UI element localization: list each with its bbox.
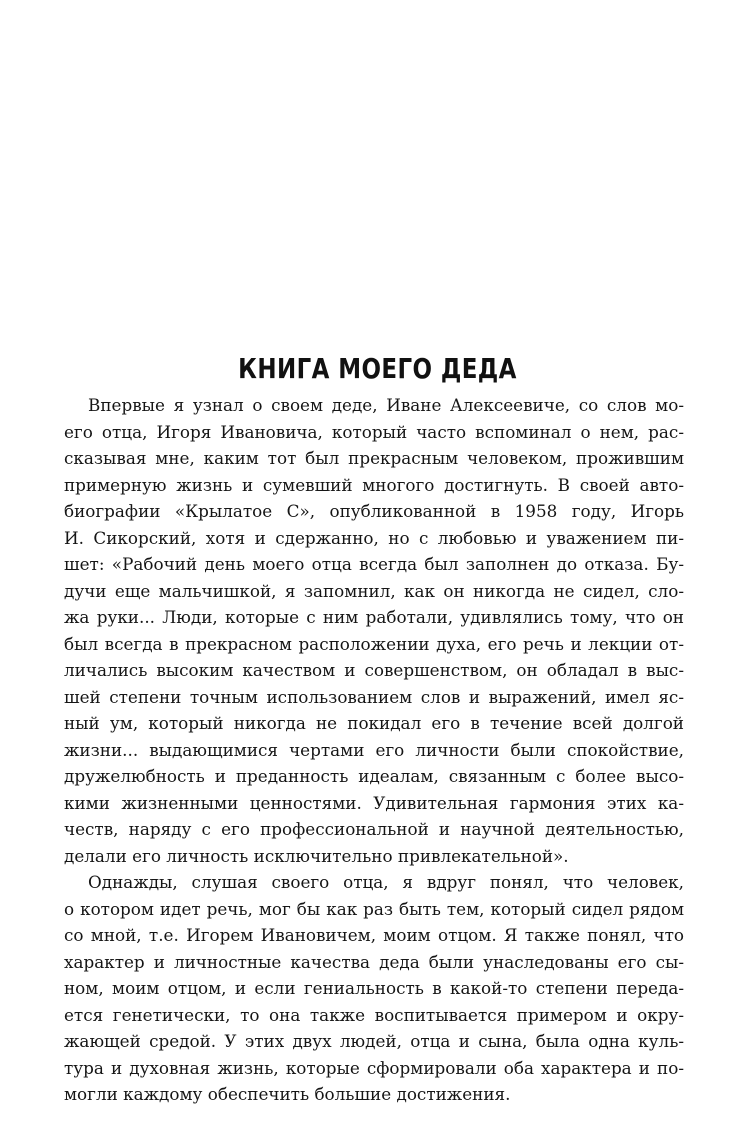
text-line-6: И. Сикорский, хотя и сдержанно, но с любовью и уважением пи- bbox=[64, 527, 684, 548]
text-line-15: дружелюбность и преданность идеалам, связанным с более высо- bbox=[64, 766, 684, 786]
text-line-4: примерную жизнь и сумевший многого достигнуть. В своей авто- bbox=[64, 474, 684, 495]
text-line-10: был всегда в прекрасном расположении духа, его речь и лекции от- bbox=[64, 633, 684, 654]
text-line-21: со мной, т.е. Игорем Ивановичем, моим отцом. Я также понял, что bbox=[64, 925, 684, 945]
text-line-2: его отца, Игоря Ивановича, который часто вспоминал о нем, рас- bbox=[64, 421, 684, 442]
text-line-11: личались высоким качеством и совершенством, он обладал в выс- bbox=[64, 660, 684, 680]
body-text bbox=[64, 392, 684, 1108]
text-line-9: жа руки... Люди, которые с ним работали, удивлялись тому, что он bbox=[64, 607, 684, 627]
text-line-25: жающей средой. У этих двух людей, отца и сына, была одна куль- bbox=[64, 1031, 684, 1051]
text-line-24: ется генетически, то она также воспитывается примером и окру- bbox=[64, 1004, 684, 1025]
text-line-3: сказывая мне, каким тот был прекрасным человеком, прожившим bbox=[64, 448, 684, 468]
text-line-14: жизни... выдающимися чертами его личности были спокойствие, bbox=[64, 739, 684, 760]
text-line-17: честв, наряду с его профессиональной и научной деятельностью, bbox=[64, 819, 684, 839]
text-line-18: делали его личность исключительно привлекательной». bbox=[64, 845, 569, 866]
text-line-19: Однажды, слушая своего отца, я вдруг понял, что человек, bbox=[88, 872, 684, 892]
text-line-1: Впервые я узнал о своем деде, Иване Алексеевиче, со слов мо- bbox=[88, 395, 684, 415]
text-line-8: дучи еще мальчишкой, я запомнил, как он никогда не сидел, сло- bbox=[64, 580, 684, 601]
text-line-5: биографии «Крылатое С», опубликованной в 1958 году, Игорь bbox=[64, 501, 684, 521]
text-line-23: ном, моим отцом, и если гениальность в какой-то степени переда- bbox=[64, 978, 684, 998]
text-line-20: о котором идет речь, мог бы как раз быть тем, который сидел рядом bbox=[64, 898, 684, 919]
chapter-title: КНИГА МОЕГО ДЕДА bbox=[238, 352, 517, 385]
text-line-13: ный ум, который никогда не покидал его в течение всей долгой bbox=[64, 713, 684, 733]
text-line-7: шет: «Рабочий день моего отца всегда был заполнен до отказа. Бу- bbox=[64, 554, 684, 574]
text-line-26: тура и духовная жизнь, которые сформировали оба характера и по- bbox=[64, 1057, 684, 1078]
text-line-12: шей степени точным использованием слов и выражений, имел яс- bbox=[64, 686, 684, 707]
text-line-16: кими жизненными ценностями. Удивительная гармония этих ка- bbox=[64, 792, 684, 813]
text-line-22: характер и личностные качества деда были унаследованы его сы- bbox=[64, 951, 684, 972]
text-line-27: могли каждому обеспечить большие достижения. bbox=[64, 1084, 511, 1104]
